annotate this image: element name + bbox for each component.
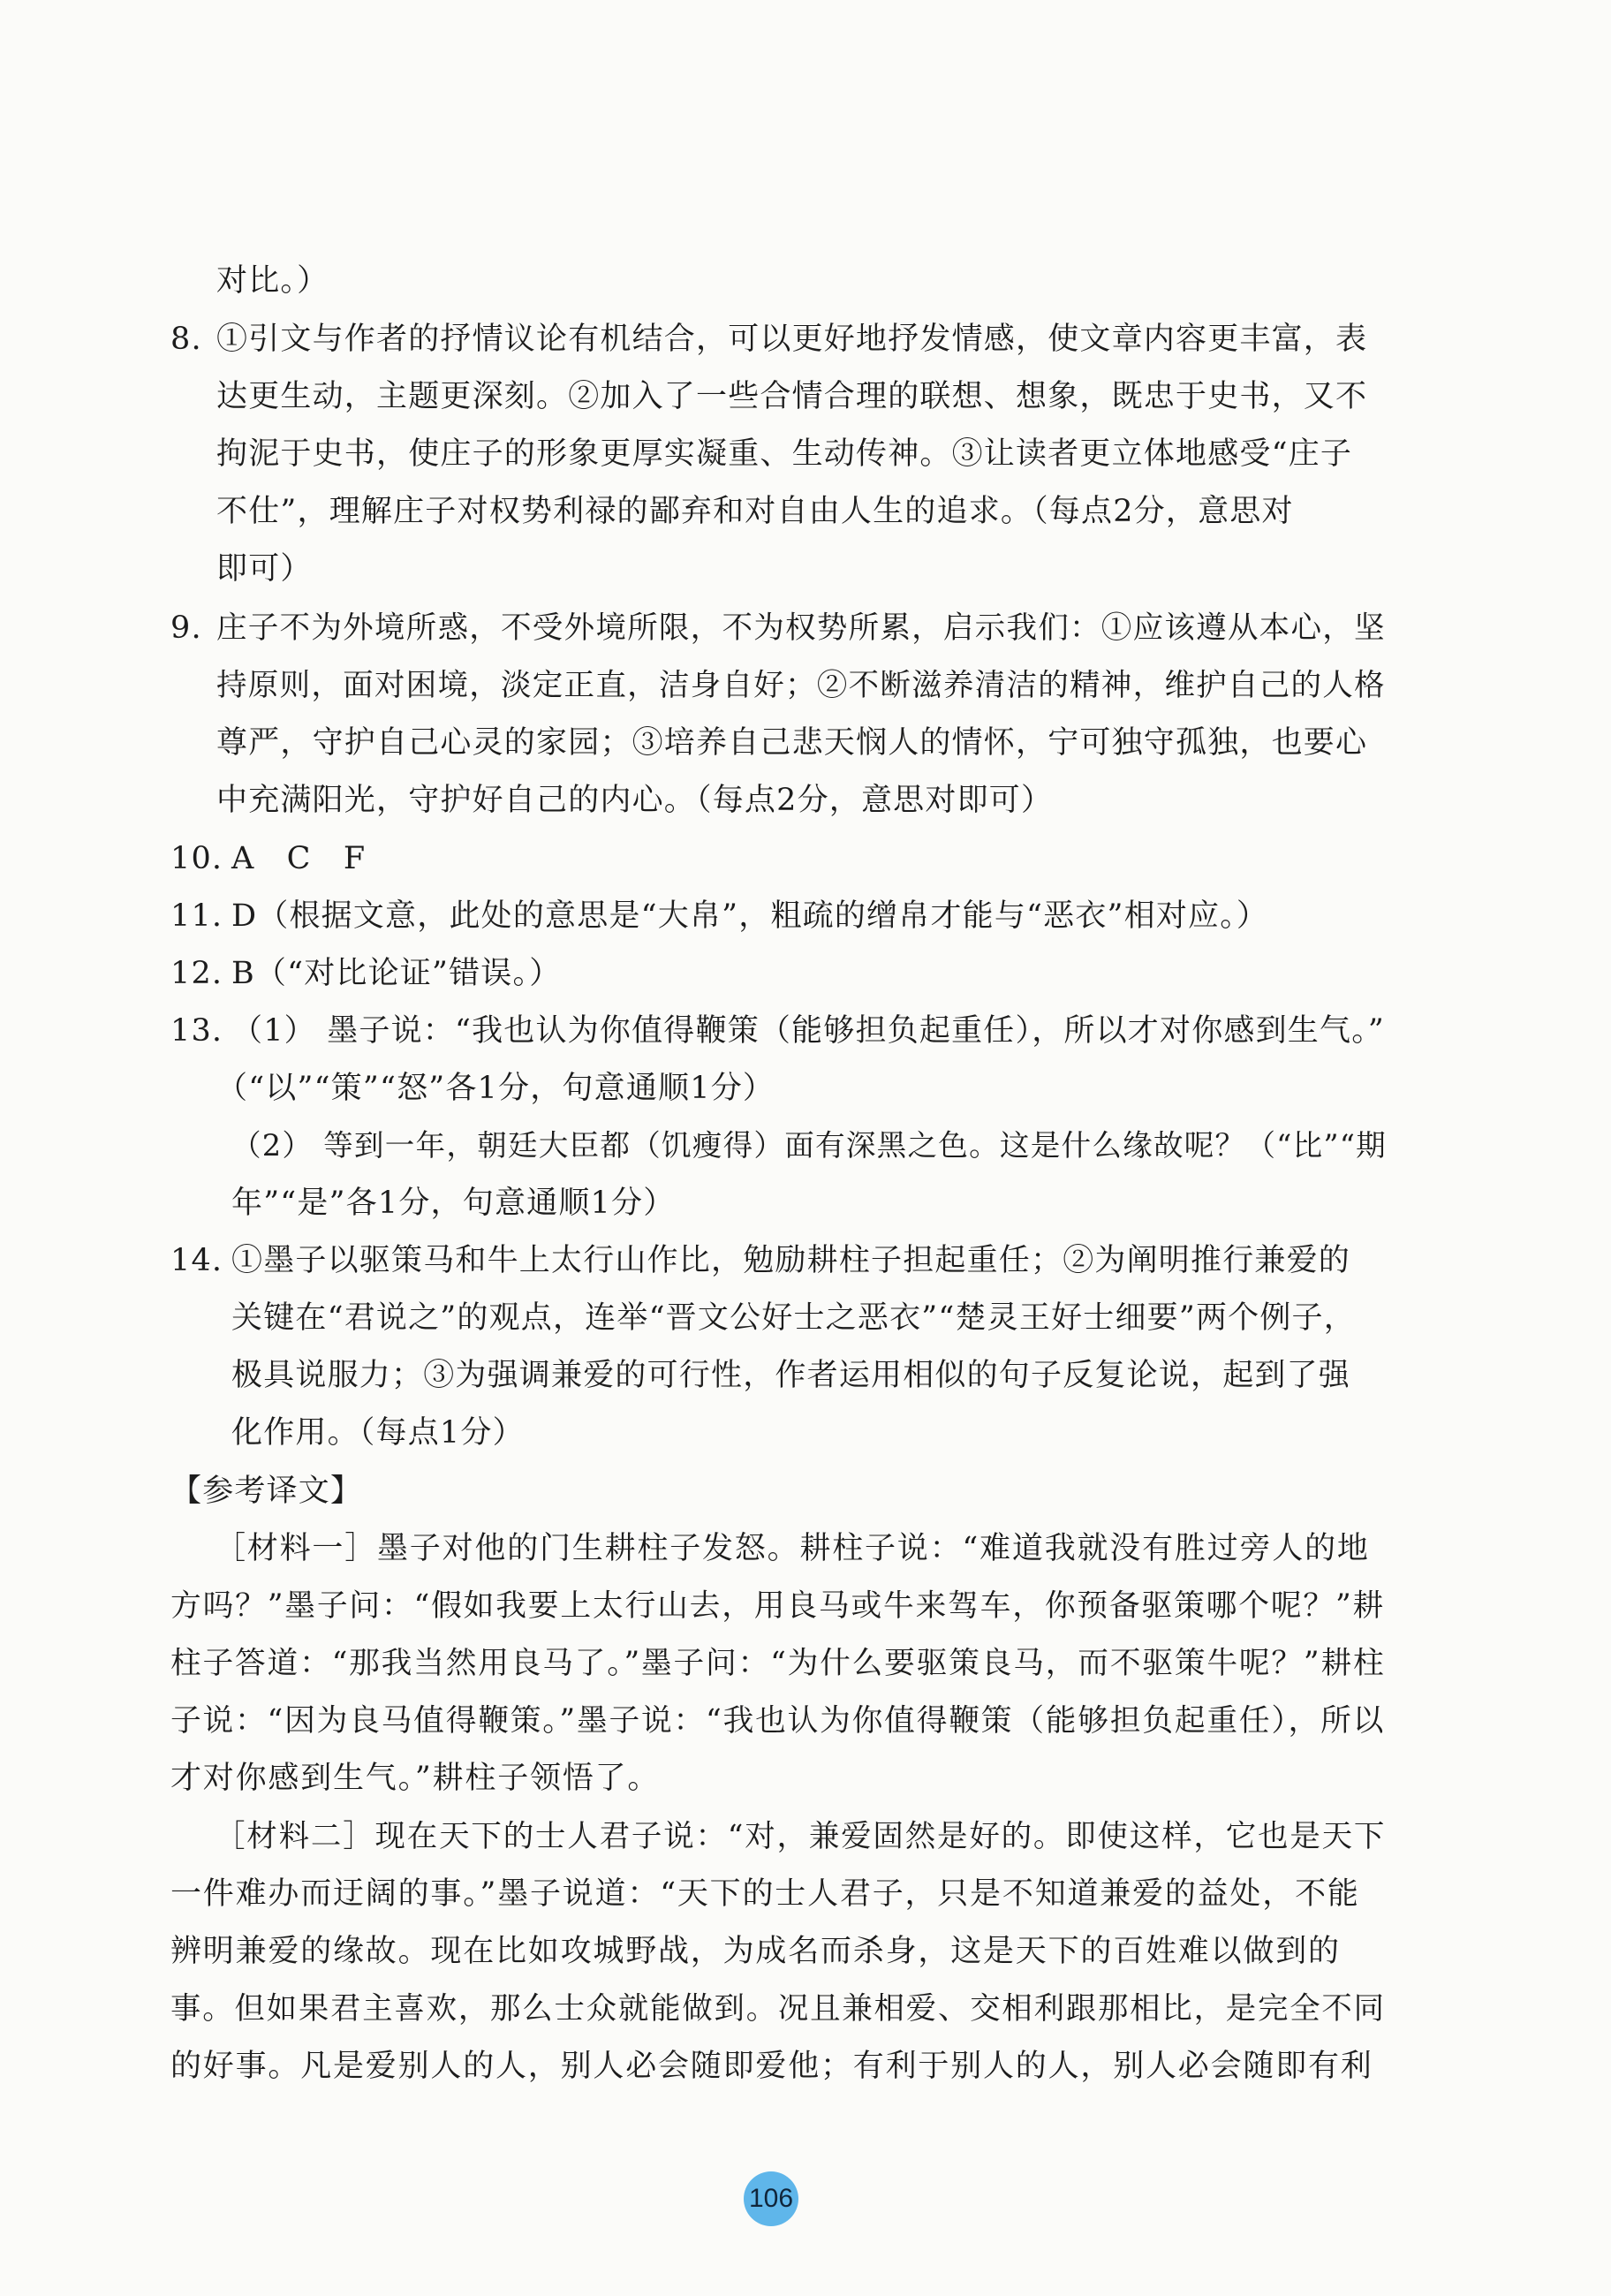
paragraph-line: 的好事。凡是爱别人的人，别人必会随即爱他；有利于别人的人，别人必会随即有利 [170, 2049, 1373, 2084]
answer-line: 年”“是”各1分，句意通顺1分） [231, 1186, 676, 1221]
answer-line: （1） 墨子说：“我也认为你值得鞭策（能够担负起重任），所以才对你感到生气。” [231, 1013, 1385, 1049]
reference-translation-heading: 【参考译文】 [170, 1474, 363, 1509]
page-number-badge: 106 [744, 2171, 798, 2226]
item-number: 14. [170, 1243, 223, 1278]
answer-line: 庄子不为外境所惑，不受外境所限，不为权势所累，启示我们：①应该遵从本心，坚 [216, 610, 1386, 646]
answer-line: D（根据文意，此处的意思是“大帛”，粗疏的缯帛才能与“恶衣”相对应。） [231, 898, 1269, 934]
answer-line: 即可） [216, 551, 313, 587]
answer-line: 尊严，守护自己心灵的家园；③培养自己悲天悯人的情怀，宁可独守孤独，也要心 [216, 725, 1368, 761]
item-number: 11. [170, 898, 223, 934]
answer-line: A C F [231, 841, 367, 876]
answer-line: 化作用。（每点1分） [231, 1415, 525, 1451]
answer-line: 中充满阳光，守护好自己的内心。（每点2分，意思对即可） [216, 783, 1054, 818]
answer-line: 极具说服力；③为强调兼爱的可行性，作者运用相似的句子反复论说，起到了强 [231, 1358, 1351, 1393]
answer-line: B（“对比论证”错误。） [231, 956, 562, 991]
item-number: 9. [170, 610, 202, 646]
answer-line: （“以”“策”“怒”各1分，句意通顺1分） [216, 1071, 775, 1106]
paragraph-line: 才对你感到生气。”耕柱子领悟了。 [170, 1761, 661, 1796]
answer-line: 不仕”，理解庄子对权势利禄的鄙弃和对自由人生的追求。（每点2分，意思对 [216, 494, 1294, 529]
continuation-line: 对比。） [216, 263, 329, 299]
item-number: 13. [170, 1013, 223, 1049]
answer-line: 达更生动，主题更深刻。②加入了一些合情合理的联想、想象，既忠于史书，又不 [216, 379, 1368, 414]
answer-line: 拘泥于史书，使庄子的形象更厚实凝重、生动传神。③让读者更立体地感受“庄子 [216, 436, 1353, 472]
item-number: 12. [170, 956, 223, 991]
item-number: 10. [170, 841, 223, 876]
answer-line: 关键在“君说之”的观点，连举“晋文公好士之恶衣”“楚灵王好士细要”两个例子， [231, 1300, 1356, 1336]
paragraph-line: 辨明兼爱的缘故。现在比如攻城野战，为成名而杀身，这是天下的百姓难以做到的 [170, 1934, 1341, 1969]
paragraph-line: 柱子答道：“那我当然用良马了。”墨子问：“为什么要驱策良马，而不驱策牛呢？”耕柱 [170, 1646, 1386, 1681]
item-number: 8. [170, 322, 202, 357]
answer-line: ①引文与作者的抒情议论有机结合，可以更好地抒发情感，使文章内容更丰富，表 [216, 322, 1368, 357]
answer-line: ①墨子以驱策马和牛上太行山作比，勉励耕柱子担起重任；②为阐明推行兼爱的 [231, 1243, 1351, 1278]
paragraph-line: ［材料一］墨子对他的门生耕柱子发怒。耕柱子说：“难道我就没有胜过旁人的地 [215, 1531, 1370, 1566]
answer-line: （2） 等到一年，朝廷大臣都（饥瘦得）面有深黑之色。这是什么缘故呢？（“比”“期 [231, 1128, 1387, 1163]
paragraph-line: 事。但如果君主喜欢，那么士众就能做到。况且兼相爱、交相利跟那相比，是完全不同 [170, 1991, 1386, 2027]
paragraph-line: 子说：“因为良马值得鞭策。”墨子说：“我也认为你值得鞭策（能够担负起重任），所以 [170, 1703, 1386, 1739]
paragraph-line: 一件难办而迂阔的事。”墨子说道：“天下的士人君子，只是不知道兼爱的益处，不能 [170, 1876, 1360, 1912]
paragraph-line: ［材料二］现在天下的士人君子说：“对，兼爱固然是好的。即使这样，它也是天下 [215, 1819, 1387, 1854]
paragraph-line: 方吗？”墨子问：“假如我要上太行山去，用良马或牛来驾车，你预备驱策哪个呢？”耕 [170, 1588, 1386, 1624]
answer-line: 持原则，面对困境，淡定正直，洁身自好；②不断滋养清洁的精神，维护自己的人格 [216, 668, 1386, 703]
